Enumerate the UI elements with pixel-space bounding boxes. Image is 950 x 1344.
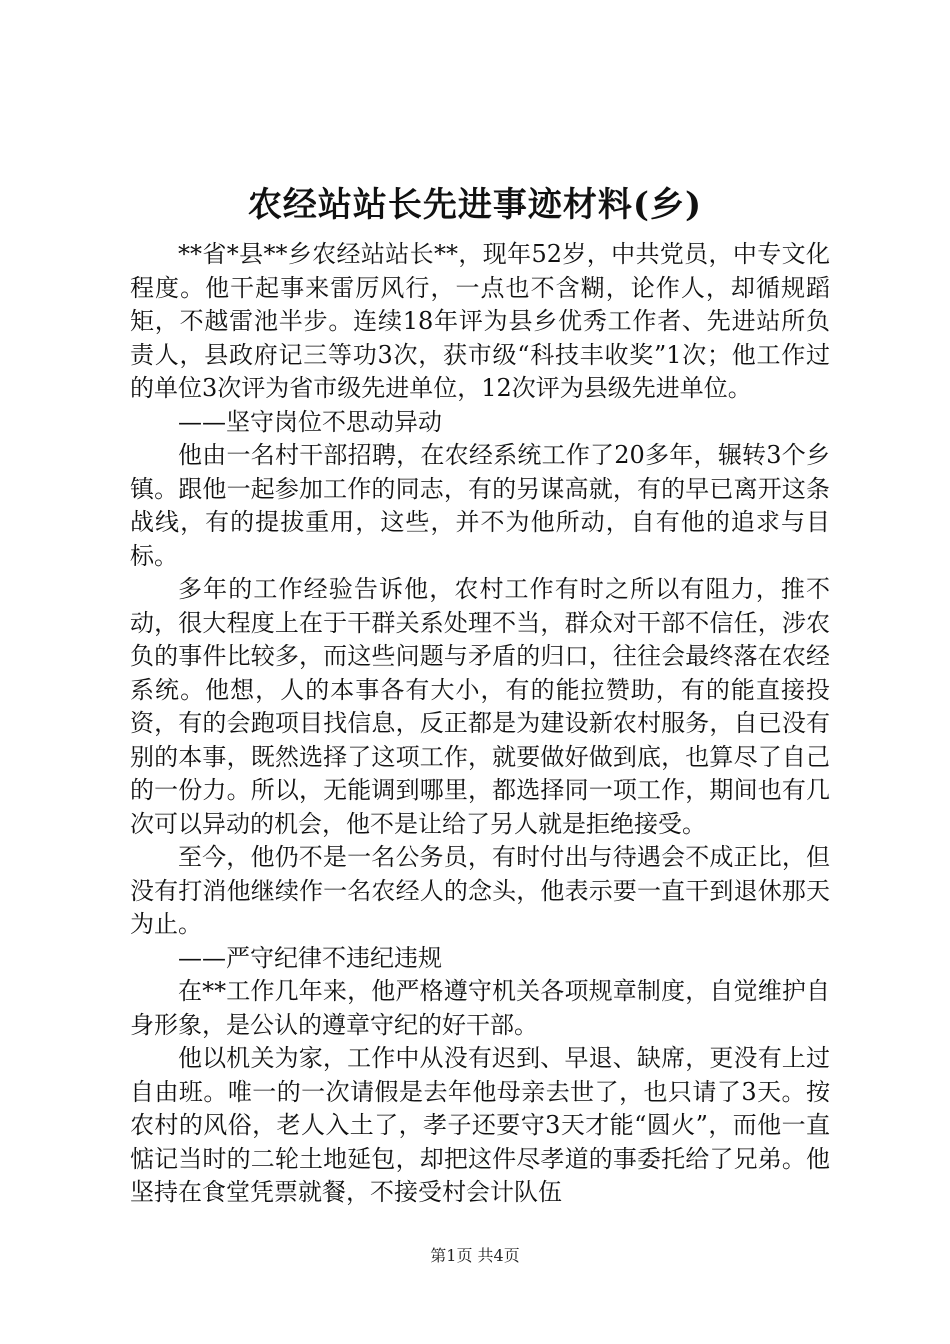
paragraph-rules: 在**工作几年来，他严格遵守机关各项规章制度，自觉维护自身形象，是公认的遵章守纪的好干部。: [130, 977, 830, 1039]
section-heading-post: ——坚守岗位不思动异动: [178, 407, 442, 436]
document-body: [130, 238, 830, 1210]
document-title: 农经站站长先进事迹材料(乡): [247, 185, 703, 225]
paragraph-status: 至今，他仍不是一名公务员，有时付出与待遇会不成正比，但没有打消他继续作一名农经人的念头，他表示要一直干到退休那天为止。: [130, 843, 830, 938]
paragraph-intro: **省*县**乡农经站站长**，现年52岁，中共党员，中专文化程度。他干起事来雷厉风行，一点也不含糊，论作人，却循规蹈矩，不越雷池半步。连续18年评为县乡优秀工作者、先进站所负责人，县政府记三等功3次，获市级“科技丰收奖”1次；他工作过的单位3次评为省市级先进单位，12次评为县级先进单位。: [130, 240, 830, 402]
section-heading-discipline: ——严守纪律不违纪违规: [178, 943, 442, 972]
page-footer: 第1页 共4页: [430, 1246, 520, 1265]
paragraph-attendance: 他以机关为家，工作中从没有迟到、早退、缺席，更没有上过自由班。唯一的一次请假是去年他母亲去世了，也只请了3天。按农村的风俗，老人入土了，孝子还要守3天才能“圆火”，而他一直惦记当时的二轮土地延包，却把这件尽孝道的事委托给了兄弟。他坚持在食堂凭票就餐，不接受村会计队伍: [130, 1044, 830, 1206]
paragraph-experience: 多年的工作经验告诉他，农村工作有时之所以有阻力，推不动，很大程度上在于干群关系处理不当，群众对干部不信任，涉农负的事件比较多，而这些问题与矛盾的归口，往往会最终落在农经系统。他想，人的本事各有大小，有的能拉赞助，有的能直接投资，有的会跑项目找信息，反正都是为建设新农村服务，自已没有别的本事，既然选择了这项工作，就要做好做到底，也算尽了自己的一份力。所以，无能调到哪里，都选择同一项工作，期间也有几次可以异动的机会，他不是让给了另人就是拒绝接受。: [130, 575, 830, 838]
paragraph-career: 他由一名村干部招聘，在农经系统工作了20多年，辗转3个乡镇。跟他一起参加工作的同志，有的另谋高就，有的早已离开这条战线，有的提拔重用，这些，并不为他所动，自有他的追求与目标。: [130, 441, 830, 570]
